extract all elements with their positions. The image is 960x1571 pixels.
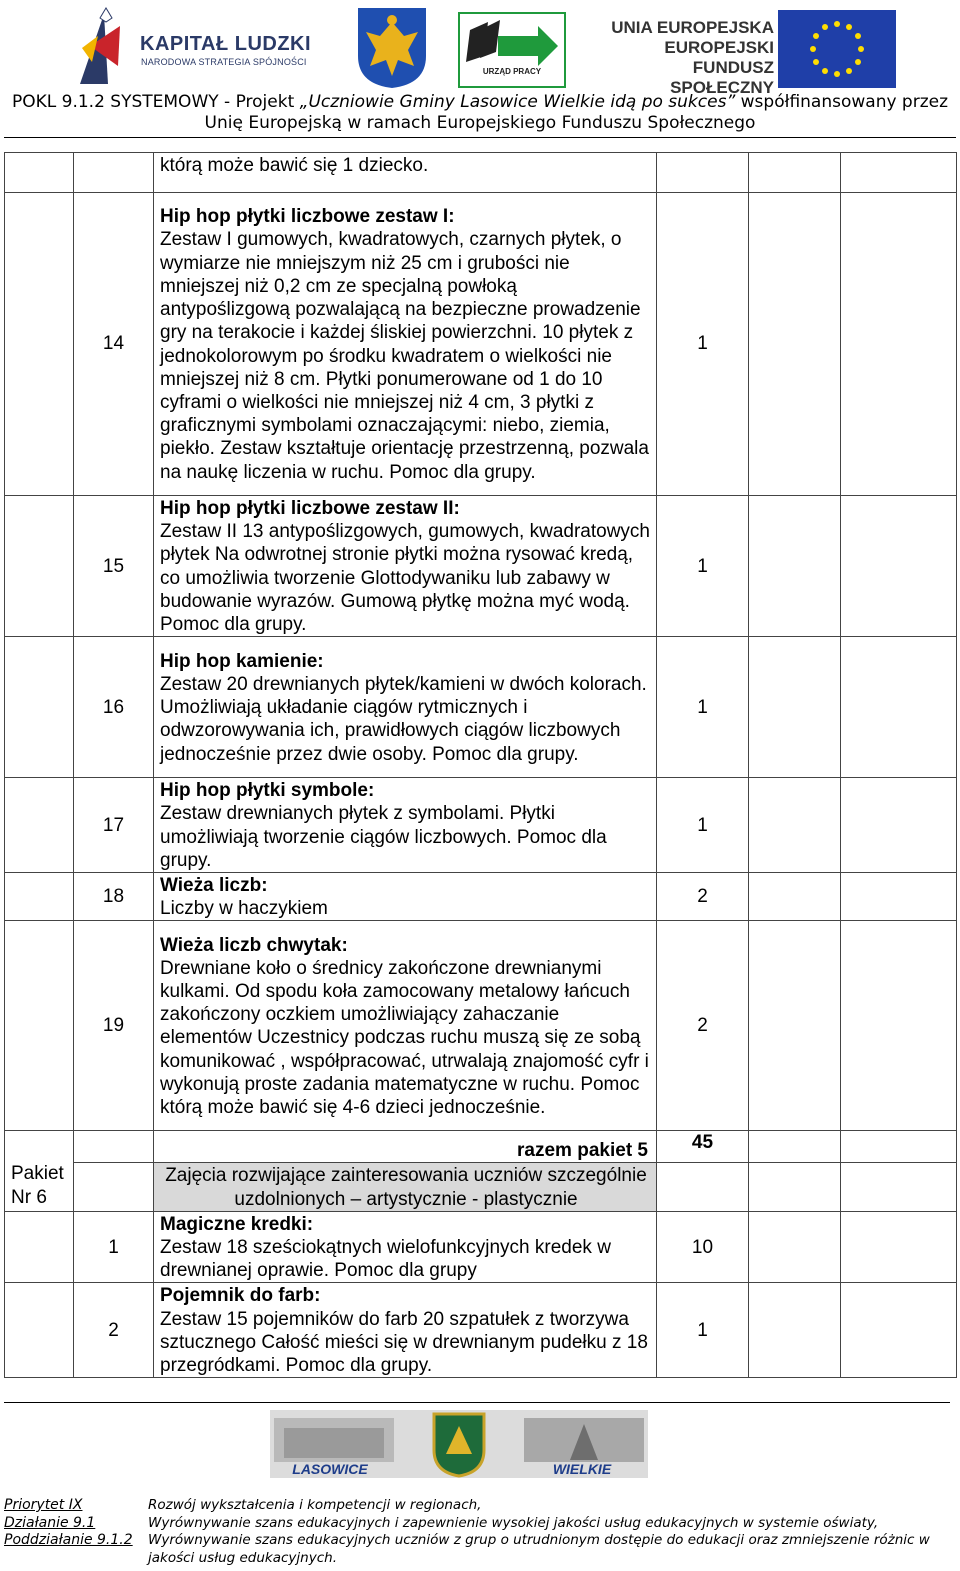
table-row bbox=[5, 778, 957, 873]
item-number: 14 bbox=[74, 193, 154, 496]
table-row bbox=[5, 637, 957, 778]
item-text: Drewniane koło o średnicy zakończone drewnianymi kulkami. Od spodu koła zamocowany metalowy łańcuch zakończony oczkiem umożliwiający zahaczanie elementów Uczestnicy podczas ruchu muszą się ze sobą komunikować , współpracować, utrwalają znajomość cyfr i wykonują proste zadania matematyczne w ruchu. Pomoc którą może bawić się 4-6 dzieci jednocześnie. bbox=[160, 957, 649, 1119]
eu-line-2: EUROPEJSKI bbox=[664, 38, 774, 57]
project-title: „Uczniowie Gminy Lasowice Wielkie idą po sukces” bbox=[299, 92, 736, 112]
project-prefix: POKL 9.1.2 SYSTEMOWY - Projekt bbox=[11, 92, 300, 112]
item-title: Wieża liczb: bbox=[160, 875, 268, 897]
footer-subaction: Poddziałanie 9.1.2 bbox=[4, 1532, 133, 1548]
item-description bbox=[154, 637, 657, 778]
urzad-pracy-logo bbox=[458, 12, 566, 88]
item-quantity: 2 bbox=[657, 873, 749, 921]
kapital-ludzki-subtitle: NARODOWA STRATEGIA SPÓJNOŚCI bbox=[141, 57, 307, 67]
sum-value: 45 bbox=[657, 1131, 749, 1163]
table-row bbox=[5, 921, 957, 1131]
footer-desc-3: Wyrównywanie szans edukacyjnych uczniów z grup o utrudnionym dostępie do edukacji oraz zmniejszenie różnic w jakości usług edukacyjnych. bbox=[148, 1532, 930, 1566]
footer-action: Działanie 9.1 bbox=[4, 1514, 96, 1531]
item-text: Liczby w haczykiem bbox=[160, 898, 328, 920]
item-title: Pojemnik do farb: bbox=[160, 1285, 321, 1307]
eu-line-3: FUNDUSZ SPOŁECZNY bbox=[670, 58, 774, 97]
item-number: 16 bbox=[74, 637, 154, 778]
lasowice-wielkie-banner bbox=[270, 1410, 648, 1478]
item-text: Zestaw 18 sześciokątnych wielofunkcyjnych kredek w drewnianej oprawie. Pomoc dla grupy bbox=[160, 1237, 611, 1282]
item-quantity: 1 bbox=[657, 496, 749, 637]
kapital-ludzki-title: KAPITAŁ LUDZKI bbox=[140, 33, 312, 55]
footer-desc-1: Rozwój wykształcenia i kompetencji w regionach, bbox=[148, 1497, 482, 1513]
eu-flag-icon bbox=[778, 10, 896, 88]
footer-descriptions bbox=[148, 1497, 954, 1567]
item-quantity: 1 bbox=[657, 637, 749, 778]
item-number: 17 bbox=[74, 778, 154, 873]
item-number: 1 bbox=[74, 1211, 154, 1283]
continued-text: którą może bawić się 1 dziecko. bbox=[154, 153, 657, 193]
table-row bbox=[5, 496, 957, 637]
project-suffix: współfinansowany przez Unię Europejską w ramach Europejskiego Funduszu Społecznego bbox=[204, 92, 949, 133]
item-number: 15 bbox=[74, 496, 154, 637]
table-row bbox=[5, 1283, 957, 1378]
banner-text-right: WIELKIE bbox=[552, 1461, 612, 1477]
item-text: Zestaw drewnianych płytek z symbolami. Płytki umożliwiają tworzenie ciągów liczbowych. Pomoc dla grupy. bbox=[160, 803, 607, 871]
item-quantity: 1 bbox=[657, 193, 749, 496]
eu-line-1: UNIA EUROPEJSKA bbox=[611, 18, 774, 37]
table-row bbox=[5, 1163, 957, 1211]
footer-priority: Priorytet IX bbox=[4, 1497, 83, 1513]
item-text: Zestaw II 13 antypoślizgowych, gumowych, kwadratowych płytek Na odwrotnej stronie płytki można rysować kredą, co umożliwia tworzenie Glottodywaniku lub zabawy w budowanie wyrazów. Gumową płytkę można myć wodą. Pomoc dla grupy. bbox=[160, 521, 650, 636]
coat-of-arms-icon bbox=[356, 6, 428, 90]
urzad-pracy-label: URZĄD PRACY bbox=[482, 67, 542, 76]
project-header bbox=[4, 92, 956, 134]
item-text: Zestaw 20 drewnianych płytek/kamieni w dwóch kolorach. Umożliwiają układanie ciągów rytmicznych i odwzorowywania ich, prawidłowych ciągów liczbowych jednocześnie przez dwie osoby. Pomoc dla grupy. bbox=[160, 673, 647, 765]
item-quantity: 1 bbox=[657, 778, 749, 873]
eu-text-block bbox=[596, 18, 774, 98]
item-text: Zestaw 15 pojemników do farb 20 szpatułek z tworzywa sztucznego Całość mieści się w drewnianym pudełku z 18 przegródkami. Pomoc dla grupy. bbox=[160, 1308, 648, 1377]
footer-priority-list bbox=[4, 1497, 133, 1550]
pakiet-label: Pakiet Nr 6 bbox=[5, 1131, 74, 1211]
item-quantity: 2 bbox=[657, 921, 749, 1131]
items-table bbox=[4, 152, 957, 1378]
item-description bbox=[154, 921, 657, 1131]
table-row bbox=[5, 1211, 957, 1283]
item-title: Hip hop płytki symbole: bbox=[160, 780, 375, 802]
item-number: 2 bbox=[74, 1283, 154, 1378]
item-title: Hip hop płytki liczbowe zestaw II: bbox=[160, 498, 460, 519]
banner-text-left: LASOWICE bbox=[292, 1461, 368, 1477]
table-row bbox=[5, 153, 957, 193]
item-quantity: 1 bbox=[657, 1283, 749, 1378]
item-title: Hip hop kamienie: bbox=[160, 650, 324, 672]
footer-divider bbox=[4, 1402, 950, 1403]
item-description bbox=[154, 193, 657, 496]
item-number: 19 bbox=[74, 921, 154, 1131]
item-text: Zestaw I gumowych, kwadratowych, czarnych płytek, o wymiarze nie mniejszym niż 25 cm i grubości nie mniejszej niż 0,2 cm ze specjalną powłoką antypoślizgową pozwalającą na bezpieczne prowadzenie gry na terakocie i każdej śliskiej powierzchni. 10 płytek z jednokolorowym po środku kwadratem o wielkości nie mniejszej niż 8 cm. Płytki ponumerowane od 1 do 10 cyframi o wielkości nie mniejszej niż 4 cm, 3 płytki z graficznymi symbolami oznaczającymi: niebo, ziemia, piekło. Zestaw kształtuje orientację przestrzenną, pozwala na naukę liczenia w ruchu. Pomoc dla grupy. bbox=[160, 229, 649, 483]
sum-label: razem pakiet 5 bbox=[154, 1131, 657, 1163]
footer-desc-2: Wyrównywanie szans edukacyjnych i zapewnienie wysokiej jakości usług edukacyjnych w systemie oświaty, bbox=[148, 1514, 879, 1531]
table-row bbox=[5, 193, 957, 496]
item-description bbox=[154, 1211, 657, 1283]
item-number: 18 bbox=[74, 873, 154, 921]
category-heading: Zajęcia rozwijające zainteresowania uczniów szczególnie uzdolnionych – artystycznie - plastycznie bbox=[154, 1163, 657, 1211]
item-title: Hip hop płytki liczbowe zestaw I: bbox=[160, 206, 455, 228]
item-quantity: 10 bbox=[657, 1211, 749, 1283]
table-row bbox=[5, 1131, 957, 1163]
item-description bbox=[154, 778, 657, 873]
header-divider bbox=[4, 137, 956, 138]
item-description bbox=[154, 496, 657, 637]
item-title: Magiczne kredki: bbox=[160, 1213, 314, 1235]
item-description bbox=[154, 873, 657, 921]
item-title: Wieża liczb chwytak: bbox=[160, 934, 348, 956]
table-row bbox=[5, 873, 957, 921]
item-description bbox=[154, 1283, 657, 1378]
